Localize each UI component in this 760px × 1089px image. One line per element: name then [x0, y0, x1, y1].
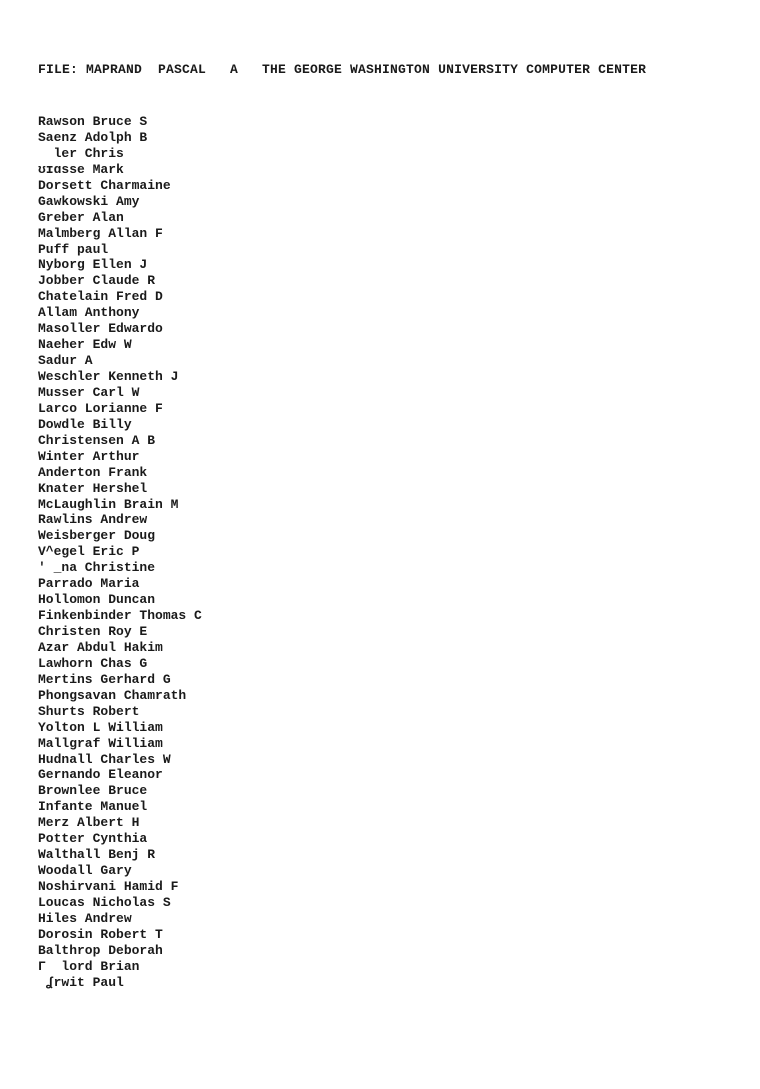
name-entry: Dorosin Robert T	[38, 926, 163, 942]
name-entry: Nyborg Ellen J	[38, 257, 148, 273]
name-entry: Greber Alan	[38, 209, 124, 225]
name-entry: Puff paul	[38, 241, 109, 257]
name-entry: ʆrwit Paul	[38, 974, 124, 990]
name-entry: Sadur A	[38, 353, 93, 369]
name-entry: Hudnall Charles W	[38, 751, 171, 767]
name-entry: Potter Cynthia	[38, 831, 148, 847]
name-entry: Allam Anthony	[38, 305, 140, 321]
name-entry: Rawson Bruce S	[38, 114, 148, 129]
name-entry: Rawlins Andrew	[38, 512, 148, 528]
name-entry: ʊɪɑsse Mark	[38, 161, 124, 177]
name-entry: Loucas Nicholas S	[38, 894, 171, 910]
name-entry: Malmberg Allan F	[38, 225, 163, 241]
name-entry: Finkenbinder Thomas C	[38, 608, 202, 624]
name-entry: Yolton L William	[38, 719, 163, 735]
name-entry: Merz Albert H	[38, 815, 140, 831]
name-entry: Balthrop Deborah	[38, 942, 163, 958]
name-entry: ler Chris	[38, 145, 124, 161]
name-entry: V^egel Eric P	[38, 544, 140, 560]
name-entry: Hollomon Duncan	[38, 592, 156, 608]
file-header: FILE: MAPRAND PASCAL A THE GEORGE WASHINGTON UNIVERSITY COMPUTER CENTER	[38, 62, 647, 77]
name-entry: Γ lord Brian	[38, 958, 140, 974]
name-entry: Hiles Andrew	[38, 910, 132, 926]
name-entry: Brownlee Bruce	[38, 783, 148, 799]
name-entry: Musser Carl W	[38, 384, 140, 400]
name-entry: Winter Arthur	[38, 448, 140, 464]
name-entry: Anderton Frank	[38, 464, 148, 480]
name-entry: Dorsett Charmaine	[38, 177, 171, 193]
name-entry: Weisberger Doug	[38, 528, 156, 544]
name-entry: Christen Roy E	[38, 624, 148, 639]
name-entry: McLaughlin Brain M	[38, 496, 179, 512]
name-entry: Noshirvani Hamid F	[38, 879, 179, 894]
name-entry: Woodall Gary	[38, 863, 132, 879]
name-entry: Walthall Benj R	[38, 847, 156, 863]
name-entry: Shurts Robert	[38, 703, 140, 719]
name-entry: Larco Lorianne F	[38, 400, 163, 416]
name-entry: Lawhorn Chas G	[38, 655, 148, 671]
name-entry: Masoller Edwardo	[38, 321, 163, 337]
name-entry: Saenz Adolph B	[38, 129, 148, 145]
name-entry: Naeher Edw W	[38, 337, 132, 353]
name-entry: Mallgraf William	[38, 735, 163, 751]
name-entry: Christensen A B	[38, 432, 156, 448]
name-entry: Gernando Eleanor	[38, 767, 163, 783]
name-entry: Parrado Maria	[38, 576, 140, 592]
name-entry: Phongsavan Chamrath	[38, 687, 187, 703]
name-entry: Infante Manuel	[38, 799, 148, 815]
names-list	[38, 114, 202, 991]
name-entry: Jobber Claude R	[38, 273, 156, 289]
name-entry: Knater Hershel	[38, 480, 148, 496]
name-entry: Gawkowski Amy	[38, 193, 140, 209]
name-entry: Azar Abdul Hakim	[38, 639, 163, 655]
name-entry: ' _na Christine	[38, 560, 156, 576]
name-entry: Mertins Gerhard G	[38, 671, 171, 687]
name-entry: Chatelain Fred D	[38, 289, 163, 305]
name-entry: Dowdle Billy	[38, 416, 132, 432]
name-entry: Weschler Kenneth J	[38, 369, 179, 384]
